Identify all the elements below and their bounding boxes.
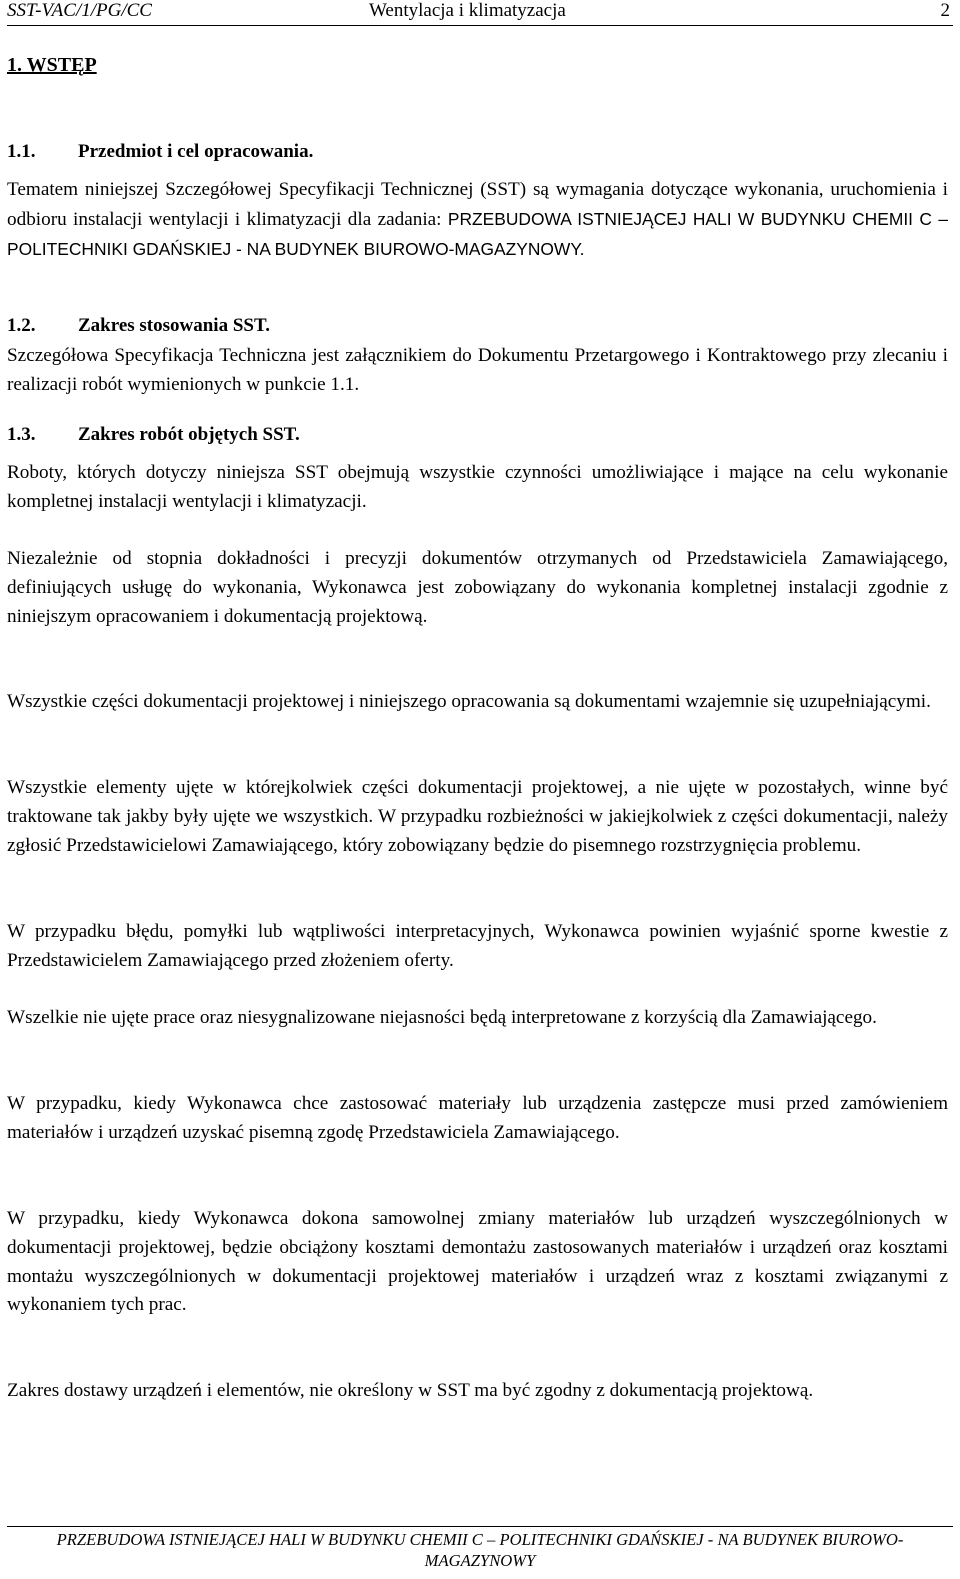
subsection-number: 1.2. xyxy=(7,315,36,336)
paragraph-completeness: Niezależnie od stopnia dokładności i precyzji dokumentów otrzymanych od Przedstawiciela Zamawiającego, definiujących usługę do wykonania, Wykonawca jest zobowiązany do wykonania kompletnej instalacji zgodnie z niniejszym opracowaniem i dokumentacją projektową. xyxy=(7,548,948,627)
paragraph-subject xyxy=(7,176,948,264)
paragraph-substitutes: W przypadku, kiedy Wykonawca chce zastosować materiały lub urządzenia zastępcze musi przed zamówieniem materiałów i urządzeń uzyskać pisemną zgodę Przedstawiciela Zamawiającego. xyxy=(7,1093,948,1143)
footer-project-name: PRZEBUDOWA ISTNIEJĄCEJ HALI W BUDYNKU CHEMII C – POLITECHNIKI GDAŃSKIEJ - NA BUDYNEK BIUROWO-MAGAZYNOWY xyxy=(56,1530,904,1570)
paragraph-works: Roboty, których dotyczy niniejsza SST obejmują wszystkie czynności umożliwiające i mające na celu wykonanie kompletnej instalacji wentylacji i klimatyzacji. xyxy=(7,462,948,512)
section-heading-intro: 1. WSTĘP xyxy=(7,54,97,76)
paragraph-scope: Szczegółowa Specyfikacja Techniczna jest załącznikiem do Dokumentu Przetargowego i Kontraktowego przy zlecaniu i realizacji robót wymienionych w punkcie 1.1. xyxy=(7,345,948,395)
subsection-number: 1.1. xyxy=(7,141,36,162)
paragraph-ambiguities: Wszelkie nie ujęte prace oraz niesygnalizowane niejasności będą interpretowane z korzyścią dla Zamawiającego. xyxy=(7,1007,877,1028)
header-divider xyxy=(7,25,953,26)
header-doc-code: SST-VAC/1/PG/CC xyxy=(7,0,152,21)
subsection-title: Zakres robót objętych SST. xyxy=(78,424,300,445)
paragraph-errors: W przypadku błędu, pomyłki lub wątpliwości interpretacyjnych, Wykonawca powinien wyjaśnić sporne kwestie z Przedstawicielem Zamawiającego przed złożeniem oferty. xyxy=(7,921,948,971)
paragraph-unauthorized-changes: W przypadku, kiedy Wykonawca dokona samowolnej zmiany materiałów lub urządzeń wyszczególnionych w dokumentacji projektowej, będzie obciążony kosztami demontażu zastosowanych materiałów i urządzeń oraz kosztami montażu wyszczególnionych w dokumentacji projektowej materiałów i urządzeń wraz z kosztami związanymi z wykonaniem tych prac. xyxy=(7,1208,948,1316)
header-title: Wentylacja i klimatyzacja xyxy=(369,0,566,21)
header-page-number: 2 xyxy=(940,0,950,21)
paragraph-documentation: Wszystkie części dokumentacji projektowej i niniejszego opracowania są dokumentami wzajemnie się uzupełniającymi. xyxy=(7,691,931,712)
subsection-title: Zakres stosowania SST. xyxy=(78,315,270,336)
paragraph-text: Tematem niniejszej Szczegółowej Specyfikacji Technicznej (SST) są wymagania dotyczące wykonania, uruchomienia i odbioru instalacji wentylacji i klimatyzacji dla zadania: xyxy=(7,179,948,230)
subsection-number: 1.3. xyxy=(7,424,36,445)
subsection-heading-1-2 xyxy=(7,314,270,338)
paragraph-delivery-scope: Zakres dostawy urządzeń i elementów, nie określony w SST ma być zgodny z dokumentacją projektową. xyxy=(7,1380,814,1401)
footer-divider xyxy=(7,1526,953,1527)
subsection-title: Przedmiot i cel opracowania. xyxy=(78,141,314,162)
subsection-heading-1-1 xyxy=(7,140,313,164)
subsection-heading-1-3 xyxy=(7,423,300,447)
project-name: PRZEBUDOWA ISTNIEJĄCEJ HALI W BUDYNKU CHEMII C – POLITECHNIKI GDAŃSKIEJ - NA BUDYNEK BIUROWO-MAGAZYNOWY. xyxy=(7,208,948,259)
paragraph-elements: Wszystkie elementy ujęte w którejkolwiek części dokumentacji projektowej, a nie ujęte w pozostałych, winne być traktowane tak jakby były ujęte we wszystkich. W przypadku rozbieżności w jakiejkolwiek z części dokumentacji, należy zgłosić Przedstawicielowi Zamawiającego, który zobowiązany będzie do pisemnego rozstrzygnięcia problemu. xyxy=(7,777,948,856)
